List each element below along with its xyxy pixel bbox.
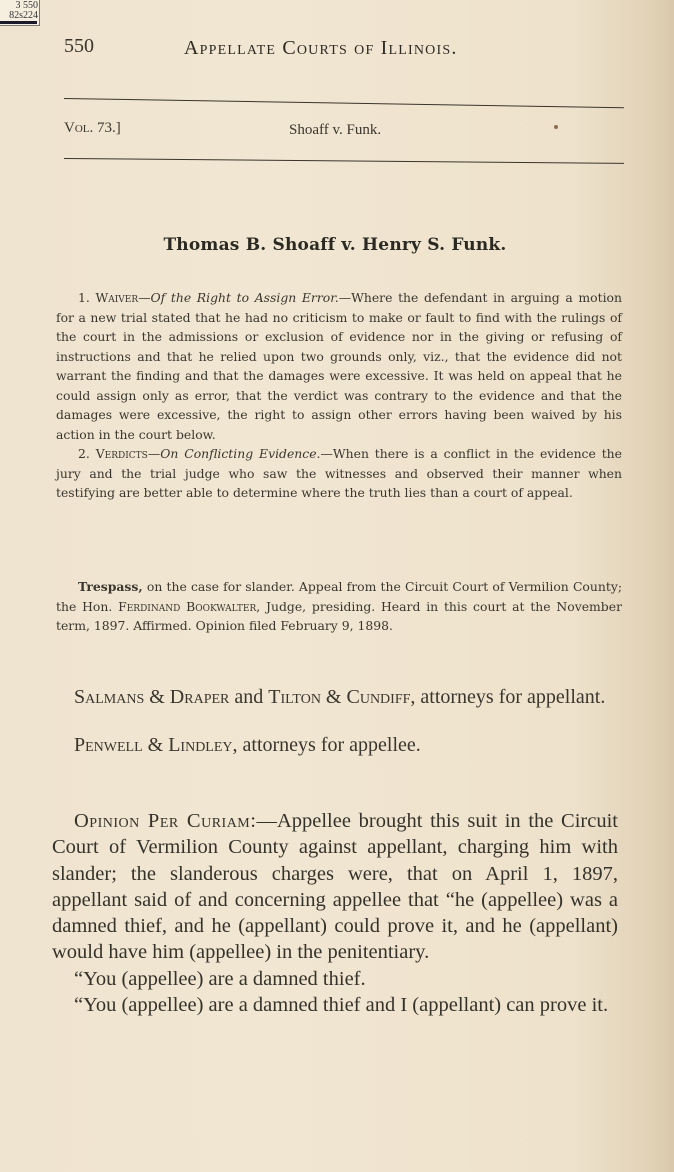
attorneys [56,683,622,759]
synopsis-paragraph [56,577,622,636]
headnote: 2. Verdicts—On Conflicting Evidence.—When there is a conflict in the evidence the jury and the trial judge who saw the witnesses and observed their manner when testifying are better able to determine where the truth lies than a court of appeal. [56,446,622,500]
short-case-title: Shoaff v. Funk. [289,122,382,138]
appellee-role: , attorneys for appellee. [232,734,421,756]
library-label-line1: 3 550 [15,0,38,11]
page-number: 550 [64,35,94,57]
headnote-number: 1. [78,290,90,305]
headnote: 1. Waiver—Of the Right to Assign Error.—Where the defendant in arguing a motion for a new trial stated that he had no criticism to make or fault to find with the rulings of the court in the admissions or exclusion of evidence nor in the giving or refusing of instructions and that he relied upon two grounds only, viz., that the evidence did not warrant the finding and that the damages were excessive. It was held on appeal that he could assign only as error, that the verdict was contrary to the evidence and that the damages were excessive, the right to assign other errors having been waived by his action in the court below. [56,290,622,442]
paper-speck [554,125,558,129]
library-label [0,0,40,26]
opinion-text: “You (appellee) are a damned thief. [74,967,366,990]
header-rule-top [64,98,624,108]
appellant-firm-2: Tilton & Cundiff [268,686,411,708]
opinion-text: —Appellee brought this suit in the Circuit Court of Vermilion County against appellant, charging him with slander; the slanderous charges were, that on April 1, 1897, appellant said of and concerning appellee that “he (appellee) was a damned thief, and he (appellant) could prove it, and he (appellant) would have him (appellee) in the penitentiary. [52,810,618,964]
appellant-attorneys [56,683,622,711]
header-rule-bottom [64,158,624,164]
headnote-topic: Waiver [95,290,139,305]
headnote-topic: Verdicts [95,446,148,461]
opinion-text: “You (appellee) are a damned thief and I (appellant) can prove it. [74,994,609,1017]
synopsis-action: Trespass, [78,579,143,594]
library-label-line2: 82s224 [9,10,38,21]
library-label-bar [0,21,37,24]
headnote-text: When there is a conflict in the evidence the jury and the trial judge who saw the witnesses and observed their manner when testifying are better able to determine where the truth lies than a court of appeal. [56,446,622,500]
appellant-joiner: and [234,686,264,708]
opinion-paragraph [52,966,618,992]
journal-title: Appellate Courts of Illinois. [184,37,458,59]
case-title [0,235,674,255]
volume-label: Vol. 73.] [64,120,121,136]
case-title-text: Thomas B. Shoaff v. Henry S. Funk. [163,235,507,255]
headnote-subtopic: Of the Right to Assign Error. [150,290,339,305]
headnote-subtopic: On Conflicting Evidence. [160,446,321,461]
opinion-paragraph [52,992,618,1018]
appellee-attorneys [56,731,622,759]
headnote-text: Where the defendant in arguing a motion for a new trial stated that he had no criticism to make or fault to find with the rulings of the court in the admissions or exclusion of evidence nor in the giving or refusing of instructions and that he relied upon two grounds only, viz., that the evidence did not warrant the finding and that the damages were excessive. It was held on appeal that he could assign only as error, that the verdict was contrary to the evidence and that the damages were excessive, the right to assign other errors having been waived by his action in the court below. [56,290,622,442]
opinion-paragraph [52,808,618,966]
synopsis-judge: Ferdinand Bookwalter [118,598,257,614]
opinion-label: Opinion Per Curiam: [74,810,257,832]
synopsis-text-2: , Judge, presiding. Heard in this court at the November term, 1897. Affirmed. Opinion filed February 9, 1898. [56,598,622,633]
headnote-number: 2. [78,446,90,461]
case-synopsis [56,577,622,636]
appellee-firm: Penwell & Lindley [74,734,233,756]
opinion [52,808,618,1018]
headnotes [56,288,622,503]
appellant-firm-1: Salmans & Draper [74,686,230,708]
synopsis-text-1: on the case for slander. Appeal from the Circuit Court of Vermilion County; the Hon. [56,579,622,614]
running-head [64,35,524,65]
appellant-role: , attorneys for appellant. [410,686,606,708]
